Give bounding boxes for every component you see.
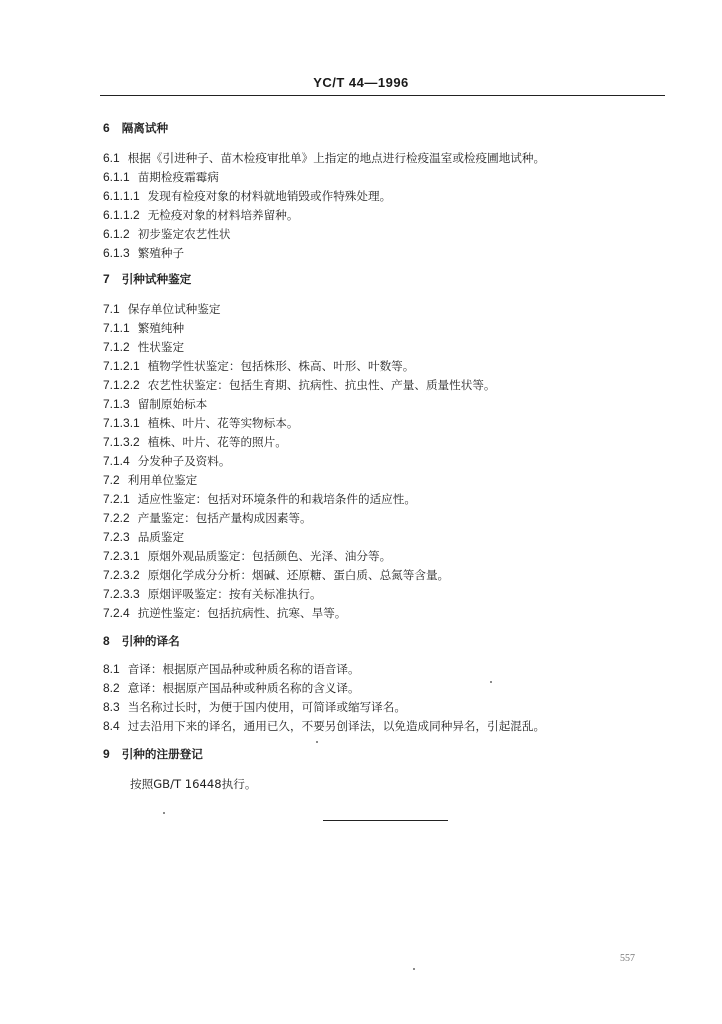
section-heading [103, 120, 168, 136]
clause-line [103, 169, 219, 185]
header-rule [100, 95, 665, 96]
clause-number: 6.1.3 [103, 246, 130, 260]
clause-number: 8.3 [103, 700, 120, 714]
clause-text: 植株、叶片、花等的照片。 [147, 435, 287, 449]
clause-line [103, 510, 312, 526]
clause-text: 当名称过长时，为便于国内使用，可简译或缩写译名。 [127, 700, 406, 714]
clause-line [103, 529, 184, 545]
clause-line [103, 491, 416, 507]
clause-line [103, 358, 414, 374]
clause-number: 7.2 [103, 473, 120, 487]
clause-text: 品质鉴定 [137, 530, 185, 544]
clause-line [103, 586, 322, 602]
clause-line [103, 150, 545, 166]
clause-number: 7.2.3 [103, 530, 130, 544]
section-heading [103, 746, 203, 762]
clause-number: 9 [103, 747, 110, 761]
section-heading [103, 271, 191, 287]
scan-speck [163, 812, 165, 814]
clause-number: 7.1.2 [103, 340, 130, 354]
section-heading [103, 633, 180, 649]
clause-number: 7.2.3.3 [103, 587, 140, 601]
clause-text: 原烟外观品质鉴定：包括颜色、光泽、油分等。 [147, 549, 392, 563]
clause-text: 引种试种鉴定 [121, 272, 192, 286]
page-number: 557 [620, 953, 635, 964]
clause-number: 7.2.3.1 [103, 549, 140, 563]
clause-line [103, 339, 184, 355]
clause-text: 根据《引进种子、苗木检疫审批单》上指定的地点进行检疫温室或检疫圃地试种。 [127, 151, 546, 165]
clause-line [103, 680, 360, 696]
clause-number: 7.1.3.1 [103, 416, 140, 430]
clause-number: 7.2.4 [103, 606, 130, 620]
clause-number: 7.1 [103, 302, 120, 316]
clause-text: 音译：根据原产国品种或种质名称的语音译。 [127, 662, 360, 676]
clause-line [103, 226, 230, 242]
standard-number-header: YC/T 44—1996 [313, 75, 409, 90]
clause-text: 产量鉴定：包括产量构成因素等。 [137, 511, 312, 525]
clause-number: 8.4 [103, 719, 120, 733]
clause-line [130, 776, 256, 792]
clause-line [103, 548, 391, 564]
clause-line [103, 453, 230, 469]
clause-text: 适应性鉴定：包括对环境条件的和栽培条件的适应性。 [137, 492, 416, 506]
clause-line [103, 207, 298, 223]
clause-text: 意译：根据原产国品种或种质名称的含义译。 [127, 681, 360, 695]
clause-text: 发现有检疫对象的材料就地销毁或作特殊处理。 [147, 189, 392, 203]
clause-line [103, 434, 287, 450]
clause-text: 引种的译名 [121, 634, 180, 648]
clause-number: 7.1.3.2 [103, 435, 140, 449]
clause-number: 6.1.1 [103, 170, 130, 184]
scan-speck [413, 968, 415, 970]
clause-text: 原烟评吸鉴定：按有关标准执行。 [147, 587, 322, 601]
clause-number: 6.1.1.1 [103, 189, 140, 203]
clause-text: 按照GB/T 16448执行。 [130, 777, 257, 791]
clause-number: 6.1 [103, 151, 120, 165]
clause-number: 7.1.1 [103, 321, 130, 335]
clause-line [103, 396, 207, 412]
clause-text: 引种的注册登记 [121, 747, 203, 761]
clause-text: 原烟化学成分分析：烟碱、还原糖、蛋白质、总氮等含量。 [147, 568, 450, 582]
clause-line [103, 245, 184, 261]
scan-speck [316, 741, 318, 743]
clause-text: 抗逆性鉴定：包括抗病性、抗寒、旱等。 [137, 606, 347, 620]
clause-line [103, 320, 184, 336]
clause-text: 性状鉴定 [137, 340, 185, 354]
clause-text: 留制原始标本 [137, 397, 208, 411]
clause-text: 无检疫对象的材料培养留种。 [147, 208, 299, 222]
clause-line [103, 605, 346, 621]
clause-number: 6.1.1.2 [103, 208, 140, 222]
clause-line [103, 188, 391, 204]
clause-text: 利用单位鉴定 [127, 473, 198, 487]
clause-number: 8.1 [103, 662, 120, 676]
clause-number: 7.2.3.2 [103, 568, 140, 582]
clause-text: 过去沿用下来的译名，通用已久，不要另创译法，以免造成同种异名，引起混乱。 [127, 719, 546, 733]
clause-line [103, 472, 197, 488]
clause-line [103, 718, 545, 734]
scan-speck [490, 681, 492, 683]
clause-text: 保存单位试种鉴定 [127, 302, 221, 316]
clause-number: 6.1.2 [103, 227, 130, 241]
clause-text: 分发种子及资料。 [137, 454, 231, 468]
clause-line [103, 301, 220, 317]
clause-line [103, 415, 298, 431]
clause-number: 6 [103, 121, 110, 135]
clause-number: 7 [103, 272, 110, 286]
clause-line [103, 699, 406, 715]
clause-line [103, 567, 449, 583]
clause-number: 7.1.2.1 [103, 359, 140, 373]
clause-text: 农艺性状鉴定：包括生育期、抗病性、抗虫性、产量、质量性状等。 [147, 378, 496, 392]
clause-text: 繁殖种子 [137, 246, 185, 260]
clause-number: 7.1.3 [103, 397, 130, 411]
clause-text: 植物学性状鉴定：包括株形、株高、叶形、叶数等。 [147, 359, 415, 373]
clause-number: 7.1.2.2 [103, 378, 140, 392]
clause-number: 8 [103, 634, 110, 648]
clause-number: 7.1.4 [103, 454, 130, 468]
clause-text: 植株、叶片、花等实物标本。 [147, 416, 299, 430]
clause-number: 8.2 [103, 681, 120, 695]
clause-text: 初步鉴定农艺性状 [137, 227, 231, 241]
end-rule [323, 820, 448, 821]
clause-text: 繁殖纯种 [137, 321, 185, 335]
clause-number: 7.2.1 [103, 492, 130, 506]
clause-text: 隔离试种 [121, 121, 169, 135]
clause-line [103, 377, 496, 393]
clause-number: 7.2.2 [103, 511, 130, 525]
clause-line [103, 661, 360, 677]
clause-text: 苗期检疫霜霉病 [137, 170, 219, 184]
